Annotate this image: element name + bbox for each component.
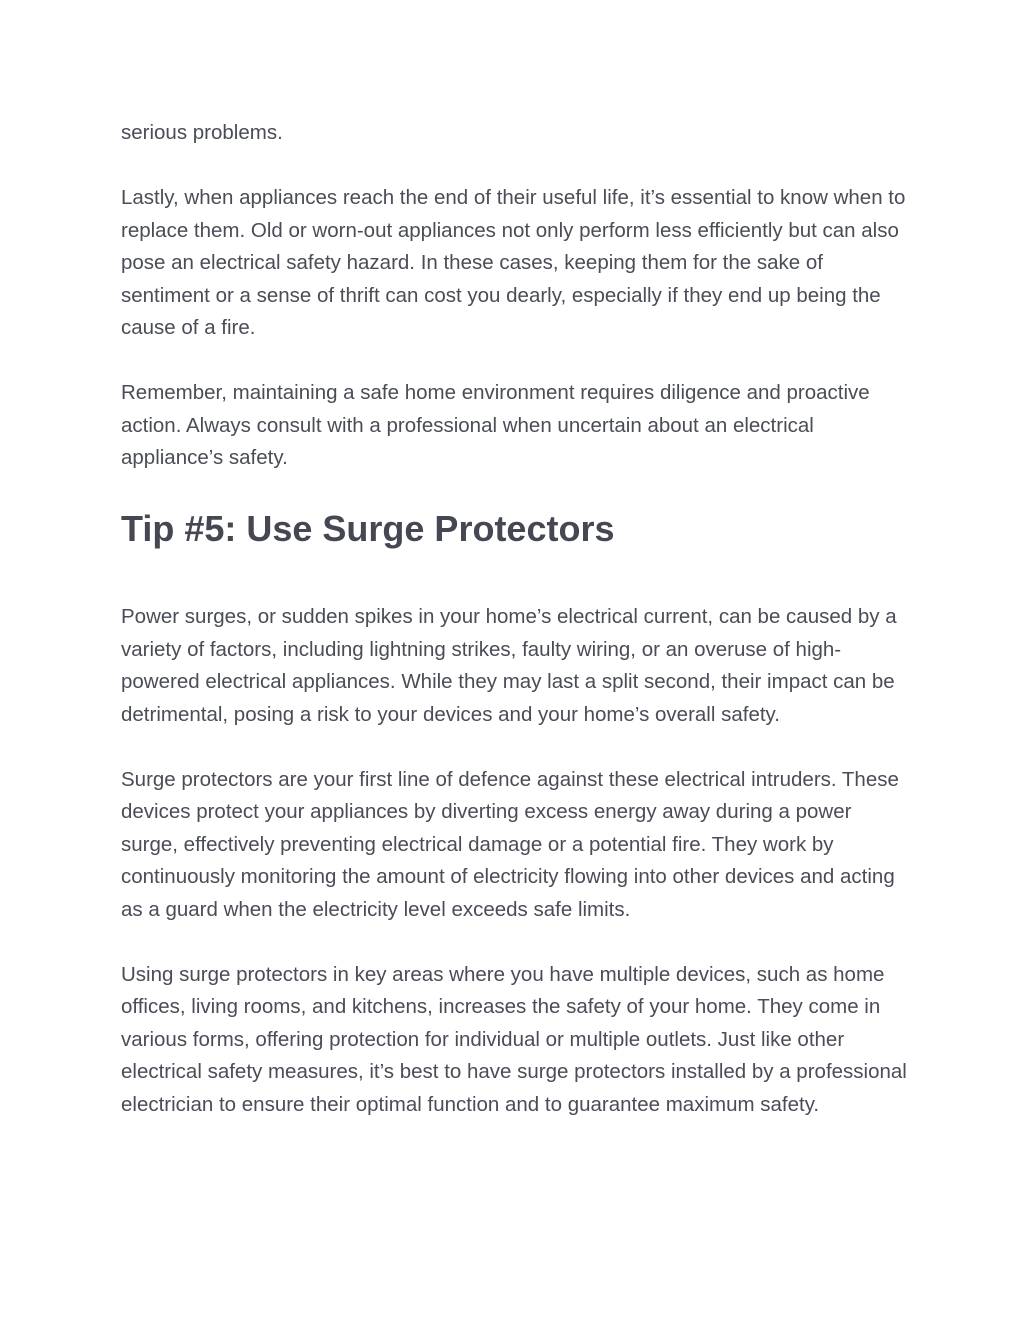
paragraph-surge-protectors-defence: Surge protectors are your first line of defence against these electrical intruders. These devices protect your appliances by diverting excess energy away during a power surge, effectively preventing electrical damage or a potential fire. They work by continuously monitoring the amount of electricity flowing into other devices and acting as a guard when the electricity level exceeds safe limits. [121, 767, 899, 921]
paragraph-power-surges: Power surges, or sudden spikes in your home’s electrical current, can be caused by a variety of factors, including lightning strikes, faulty wiring, or an overuse of high-powered electrical appliances. While they may last a split second, their impact can be detrimental, posing a risk to your devices and your home’s overall safety. [121, 605, 897, 726]
paragraph-serious-problems: serious problems. [121, 121, 283, 144]
paragraph-replace-appliances: Lastly, when appliances reach the end of their useful life, it’s essential to know when to replace them. Old or worn-out appliances not only perform less efficiently but can also pose an electrical safety hazard. In these cases, keeping them for the sake of sentiment or a sense of thrift can cost you dearly, especially if they end up being the cause of a fire. [121, 186, 906, 339]
paragraph-surge-protectors-usage: Using surge protectors in key areas where you have multiple devices, such as home offices, living rooms, and kitchens, increases the safety of your home. They come in various forms, offering protection for individual or multiple outlets. Just like other electrical safety measures, it’s best to have surge protectors installed by a professional electrician to ensure their optimal function and to guarantee maximum safety. [121, 962, 907, 1116]
section-heading-tip-5: Tip #5: Use Surge Protectors [121, 508, 615, 549]
document-page [121, 117, 911, 1154]
paragraph-remember-safety: Remember, maintaining a safe home environment requires diligence and proactive action. Always consult with a professional when uncertain about an electrical appliance’s safety. [121, 381, 870, 469]
